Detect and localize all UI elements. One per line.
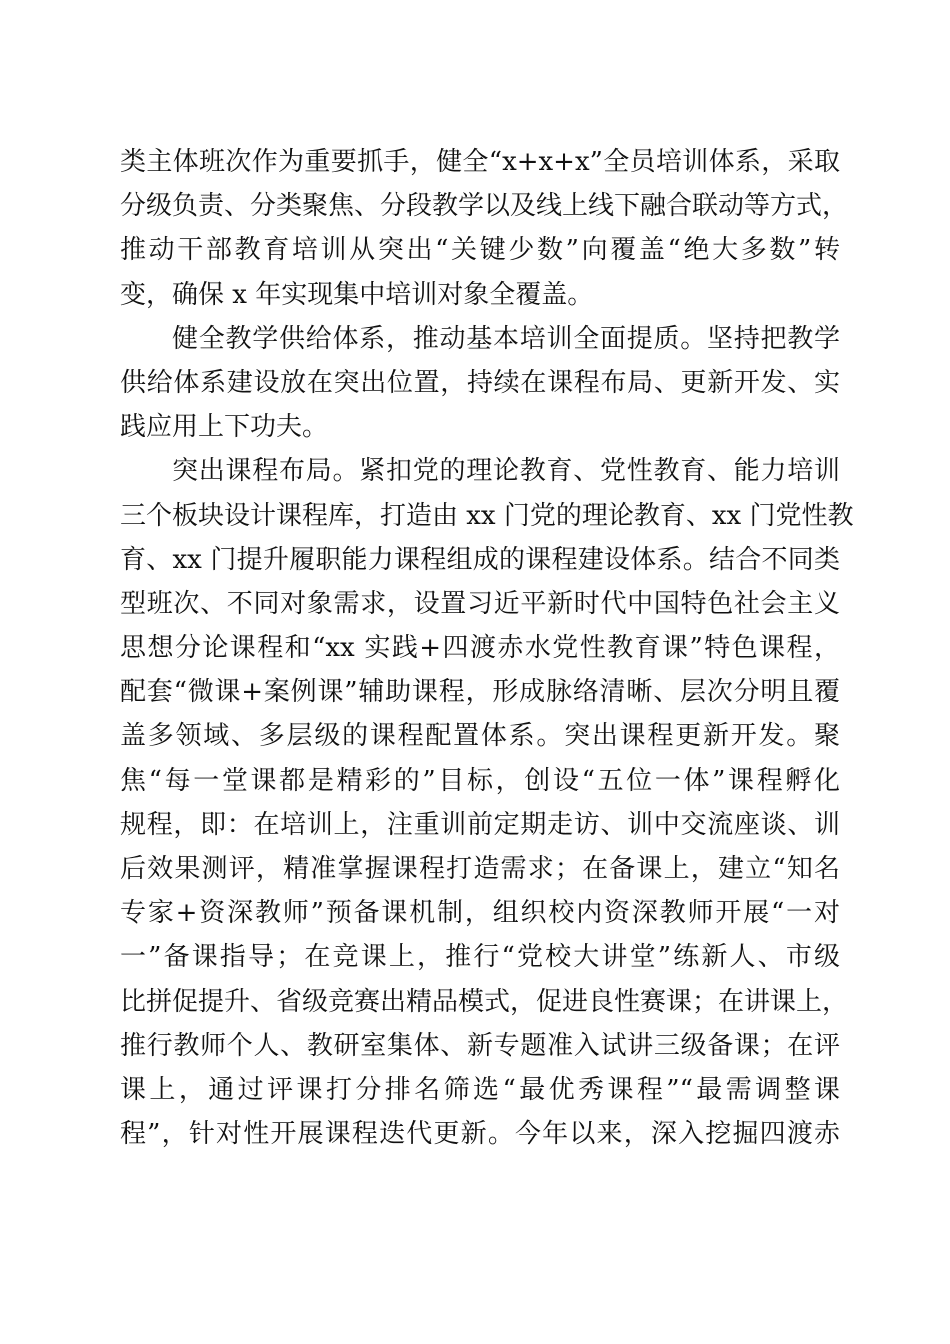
text-line-13: 配套“微课+案例课”辅助课程，形成脉络清晰、层次分明且覆 [120,677,840,708]
text-line-2: 分级负责、分类聚焦、分段教学以及线上线下融合联动等方式， [120,191,849,222]
body-text [120,140,854,1156]
text-line-16: 规程，即：在培训上，注重训前定期走访、训中交流座谈、训 [120,809,840,840]
text-line-17: 后效果测评，精准掌握课程打造需求；在备课上，建立“知名 [120,854,840,884]
text-line-5: 健全教学供给体系，推动基本培训全面提质。坚持把教学 [172,323,840,354]
text-line-7: 践应用上下功夫。 [120,412,329,443]
text-line-23: 程”，针对性开展课程迭代更新。今年以来，深入挖掘四渡赤 [120,1119,840,1150]
text-line-6: 供给体系建设放在突出位置，持续在课程布局、更新开发、实 [120,367,840,398]
text-line-10: 育、xx 门提升履职能力课程组成的课程建设体系。结合不同类 [120,544,840,575]
text-line-8: 突出课程布局。紧扣党的理论教育、党性教育、能力培训 [172,456,840,487]
text-line-20: 比拼促提升、省级竞赛出精品模式，促进良性赛课；在讲课上， [120,986,849,1017]
text-line-12: 思想分论课程和“xx 实践+四渡赤水党性教育课”特色课程， [120,633,840,664]
text-line-4: 变，确保 x 年实现集中培训对象全覆盖。 [120,279,594,310]
text-line-14: 盖多领域、多层级的课程配置体系。突出课程更新开发。聚 [120,721,840,752]
text-line-3: 推动干部教育培训从突出“关键少数”向覆盖“绝大多数”转 [120,235,840,266]
text-line-22: 课上，通过评课打分排名筛选“最优秀课程”“最需调整课 [120,1074,840,1105]
text-line-21: 推行教师个人、教研室集体、新专题准入试讲三级备课；在评 [120,1030,840,1061]
text-line-9: 三个板块设计课程库，打造由 xx 门党的理论教育、xx 门党性教 [120,500,854,531]
text-line-15: 焦“每一堂课都是精彩的”目标，创设“五位一体”课程孵化 [120,765,840,796]
text-line-19: 一”备课指导；在竞课上，推行“党校大讲堂”练新人、市级 [120,942,840,973]
text-line-11: 型班次、不同对象需求，设置习近平新时代中国特色社会主义 [120,588,840,619]
text-line-1: 类主体班次作为重要抓手，健全“x+x+x”全员培训体系，采取 [120,147,840,177]
text-line-18: 专家+资深教师”预备课机制，组织校内资深教师开展“一对 [120,898,840,929]
